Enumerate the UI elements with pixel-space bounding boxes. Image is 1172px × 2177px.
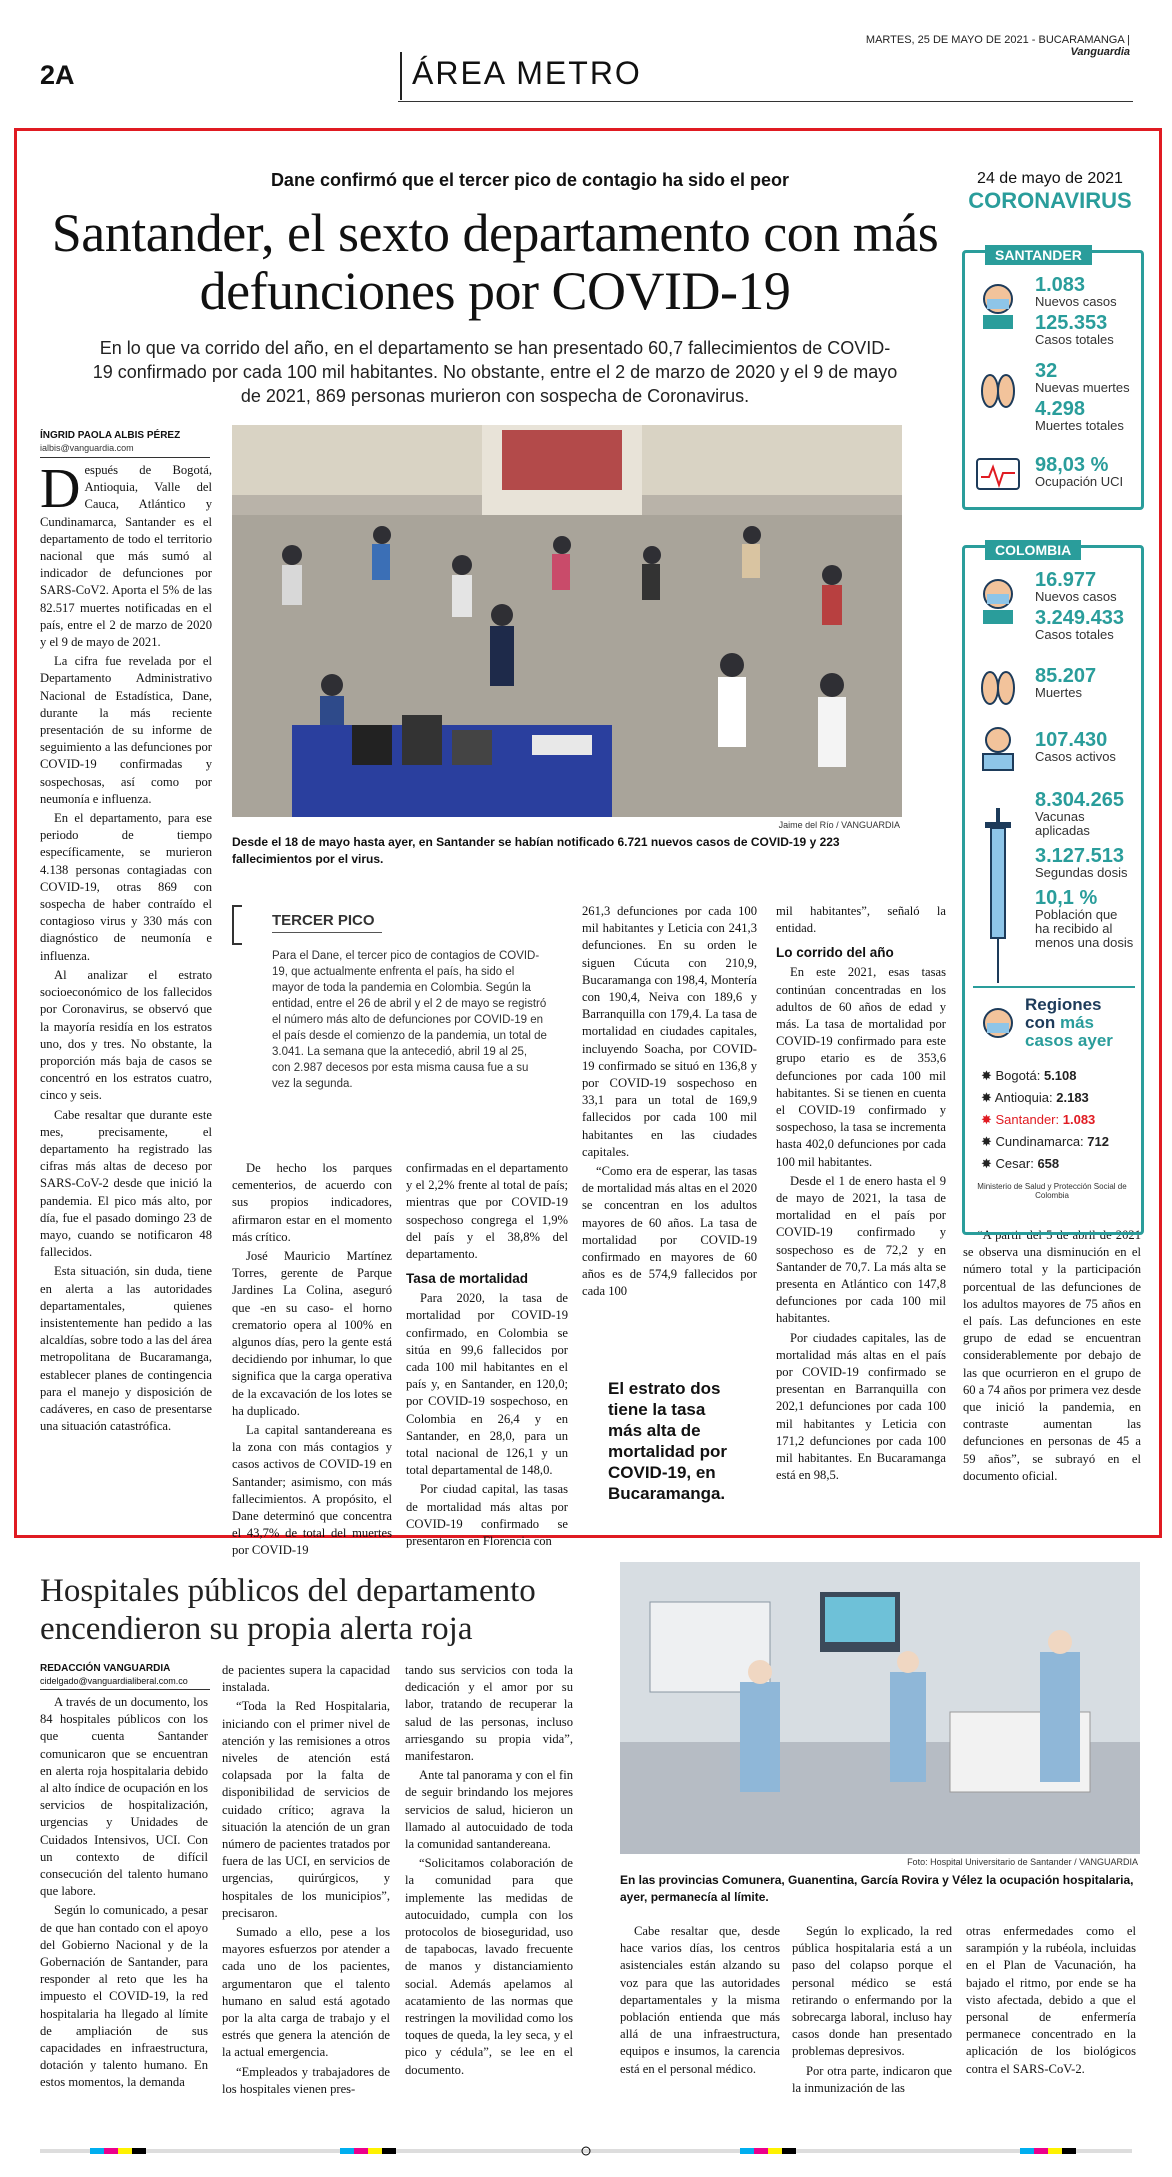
byline: ÍNGRID PAOLA ALBIS PÉREZ (40, 430, 181, 441)
infographic-title: CORONAVIRUS (968, 188, 1132, 213)
coronavirus-infographic (950, 170, 1150, 214)
column-4: 261,3 defunciones por cada 100 mil habitantes y Leticia con 241,3 defunciones. En su orden le siguen Cúcuta con 210,9, Bucaramanga con 198,4, Montería con 190,4, Neiva con 189,6 y Barranquilla con 179,4. La tasa de mortalidad en ciudades capitales, incluyendo Soacha, por COVID-19 confirmado se situó en 136,8 y por COVID-19 sospechoso en 33,1 para un total de 169,9 fallecidos por cada 100 mil habitantes en las ciudades capitales. “Como era de esperar, las tasas de mortalidad más altas en el 2020 se concentran en los adultos mayores de 60 años. La tasa de mortalidad por COVID-19 confirmado en mayores de 60 años es de 574,9 fallecidos por cada 100 (582, 904, 757, 1299)
pull-quote: El estrato dos tiene la tasa más alta de mortalidad por COVID-19, en Bucaramanga. (608, 1379, 728, 1503)
photo-caption: Desde el 18 de mayo hasta ayer, en Santander se habían notificado 6.721 nuevos casos de COVID-19 y 223 fallecimientos por el virus. (232, 835, 840, 866)
colombia-tag: COLOMBIA (985, 540, 1081, 560)
section-divider (400, 52, 402, 100)
stat-colombia-population: 10,1 % Población que ha recibido al menos una dosis (1035, 887, 1134, 950)
tercer-pico-bracket (232, 905, 242, 945)
region-bogota: ✸ Bogotá: 5.108 (981, 1068, 1077, 1083)
stat-santander-total-cases: 125.353 Casos totales (1035, 312, 1114, 347)
region-cundinamarca: ✸ Cundinamarca: 712 (981, 1134, 1109, 1149)
stat-santander-new-cases: 1.083 Nuevos casos (1035, 274, 1117, 309)
regiones-title: Regiones con más casos ayer (1025, 995, 1113, 1050)
stat-santander-new-deaths: 32 Nuevas muertes (1035, 360, 1130, 395)
second-column-1: A través de un documento, los 84 hospitales públicos con los que cuenta Santander comunicaron que se encuentran en alerta roja hospitalaria debido al alto índice de ocupación en los servicios de hospitalización, urgencias y Unidades de Cuidados Intensivos, UCI. Con un contexto de difícil consecución del talento humano que labore. Según lo comunicado, a pesar de que han contado con el apoyo del Gobierno Nacional y de la Gobernación de Santander, para responder al reto que les ha impuesto el COVID-19, la red hospitalaria ha llegado al límite de ampliación de sus capacidades en infraestructura, dotación y talento humano. En estos momentos, la demanda (40, 1695, 208, 2090)
tercer-pico-title: TERCER PICO (272, 912, 375, 929)
byline-email: ialbis@vanguardia.com (40, 443, 210, 458)
tercer-pico-body: Para el Dane, el tercer pico de contagios de COVID-19, que actualmente enfrenta el país, ha sido el mayor de toda la pandemia en Colombia. Según la entidad, entre el 26 de abril y el 2 de mayo se registró el número más alto de defunciones por COVID-19 en el país desde el comienzo de la pandemia, un total de 3.041. La semana que la antecedió, abril 19 al 25, con 2.987 decesos por esta misma causa fue a su vez la segunda. (272, 950, 547, 1090)
column-1: Después de Bogotá, Antioquia, Valle del Cauca, Atlántico y Cundinamarca, Santander es el departamento de todo el territorio nacional que más sumó al indicador de defunciones por SARS-CoV2. Aporta el 5% de las 82.517 muertes notificadas en el país, entre el 2 de marzo de 2020 y el 9 de mayo de 2021. La cifra fue revelada por el Departamento Administrativo Nacional de Estadística, Dane, durante la más reciente presentación de su informe de seguimiento a las defunciones por COVID-19 confirmadas y sospechosas, así como por neumonía e influenza. En el departamento, para ese periodo de tiempo específicamente, se murieron 4.138 personas contagiadas con COVID-19, otras 869 con sospecha de haber contraído el contagioso virus y 330 más con diagnóstico de neumonía e influenza. Al analizar el estrato socioeconómico de los fallecidos por Coronavirus, se observó que la mayoría residía en los estratos uno, dos y tres. No obstante, la proporción más baja de casos se concentró en los estratos cuatro, cinco y seis. Cabe resaltar que durante este mes, precisamente, el departamento ha registrado las cifras más altas de deceso por SARS-CoV-2 desde que inició la pandemia. El pico más alto, por día, fue el pasado domingo 23 de mayo, cuando se notificaron 48 fallecidos. Esta situación, sin duda, tiene en alerta a las autoridades departamentales, quienes insistentemente han pedido a las alcaldías, sobre todo a las del área metropolitana de Bucaramanga, establecer planes de contingencia para el manejo y disposición de cadáveres, en caso de presentarse una situación catastrófica. (40, 458, 212, 1434)
print-color-bar (40, 2146, 1132, 2156)
second-column-2: de pacientes supera la capacidad instalada. “Toda la Red Hospitalaria, iniciando con el primer nivel de atención y las remisiones a otros niveles de atención está colapsada por la falta de disponibilidad de servicios de cuidado crítico; agrava la situación la atención de un gran número de pacientes tratados por fuera de las UCI, en servicios de urgencias, quirúrgicos, y hospitales de los municipios”, precisaron. Sumado a ello, pese a los mayores esfuerzos por atender a cada uno de los pacientes, argumentaron que el talento humano en salud está agotado por la alta carga de trabajo y el estrés que genera la atención de la actual emergencia. “Empleados y trabajadores de los hospitales vienen pres- (222, 1663, 390, 2096)
kicker: Dane confirmó que el tercer pico de contagio ha sido el peor (270, 170, 790, 190)
santander-panel (962, 247, 1144, 510)
masked-person-icon (973, 1003, 1023, 1053)
column-3: confirmadas en el departamento y el 2,2% frente al total de país; mientras que por COVID-19 sospechoso congrega el 1,9% del país y el 38,8% del departamento. Tasa de mortalidad Para 2020, la tasa de mortalidad por COVID-19 confirmado, en Colombia se sitúa en 99,6 fallecidos por cada 100 mil habitantes en el país y, en Santander, en 120,0; por COVID-19 sospechoso, en Colombia en 26,4 y en Santander, en 28,0, para un total nacional de 126,1 y un total departamental de 148,0. Por ciudad capital, las tasas de mortalidad más altas por COVID-19 confirmado se presentaron en Florencia con (406, 1161, 568, 1549)
drop-cap: D (40, 458, 81, 520)
stat-colombia-new-cases: 16.977 Nuevos casos (1035, 569, 1117, 604)
tercer-pico-rule (272, 932, 382, 933)
infographic-date: 24 de mayo de 2021 (977, 170, 1123, 187)
region-antioquia: ✸ Antioquia: 2.183 (981, 1090, 1089, 1105)
second-email: cidelgado@vanguardialiberal.com.co (40, 1676, 210, 1690)
column-2: De hecho los parques cementerios, de acuerdo con sus propios indicadores, afirmaron estar en el momento más crítico. José Mauricio Martínez Torres, gerente de Parque Jardines La Colina, aseguró que -en su caso- el horno crematorio opera al 100% en algunos días, pero la gente está decidiendo por inhumar, lo que significa que la carga operativa de la excavación de los lotes se ha duplicado. La capital santandereana es la zona con más contagios y casos activos de COVID-19 en Santander; asimismo, con más fallecimientos. A propósito, el Dane determinó que concentra el 43,7% de total del muertes por COVID-19 (232, 1161, 392, 1558)
patient-icon (973, 722, 1023, 772)
stat-colombia-vaccines: 8.304.265 Vacunas aplicadas (1035, 789, 1124, 838)
page-number: 2A (40, 60, 75, 90)
region-santander: ✸ Santander: 1.083 (981, 1112, 1096, 1127)
stat-santander-total-deaths: 4.298 Muertes totales (1035, 398, 1124, 433)
second-column-3: tando sus servicios con toda la dedicación y el amor por su labor, tratando de recuperar la salud de las personas, incluso arriesgando su propia vida”, manifestaron. Ante tal panorama y con el fin de seguir brindando los mejores servicios de salud, hicieron un llamado al autocuidado de toda la comunidad santandereana. “Solicitamos colaboración de la comunidad para que implemente las medidas de autocuidado, cumpla con los protocolos de bioseguridad, uso de tapabocas, lavado frecuente de manos y distanciamiento social. Además apelamos al acatamiento de las normas que restringen la movilidad como los toques de queda, la ley seca, y el pico y cédula”, se lee en el documento. (405, 1663, 573, 2077)
second-column-5: Según lo explicado, la red pública hospitalaria está a un paso del colapso porque el personal médico se está retirando o enfermando por la sobrecarga laboral, incluso hay casos donde han presentado problemas depresivos. Por otra parte, indicaron que la inmunización de las (792, 1924, 952, 2095)
column-6: “A partir del 5 de abril de 2021 se observa una disminución en el número total y la participación porcentual de las defunciones de los adultos mayores de 75 años en el país. Las defunciones en este grupo de edad se encuentran considerablemente por debajo de las que ocurrieron en el grupo de 60 a 74 años por primera vez desde que inició la pandemia, en contraste aumentan las defunciones en personas de 45 a 59 años”, se subrayó en el documento oficial. (963, 1228, 1141, 1483)
dek: En lo que va corrido del año, en el departamento se han presentado 60,7 fallecimientos de COVID-19 confirmado por cada 100 mil habitantes. No obstante, entre el 2 de marzo de 2020 y el 9 de mayo de 2021, 869 personas murieron con sospecha de Coronavirus. (92, 338, 898, 406)
stat-colombia-total-cases: 3.249.433 Casos totales (1035, 607, 1124, 642)
infographic-source: Ministerio de Salud y Protección Social de Colombia (977, 1182, 1127, 1200)
header-rule (398, 101, 1133, 102)
heart-monitor-icon (973, 449, 1023, 499)
feet-tag-icon (973, 363, 1023, 413)
photo-credit: Jaime del Río / VANGUARDIA (778, 820, 900, 830)
second-photo-caption: En las provincias Comunera, Guanentina, García Rovira y Vélez la ocupación hospitalaria, ayer, permanecía al límite. (620, 1873, 1134, 1904)
feet-tag-icon (973, 660, 1023, 710)
sick-person-icon (973, 279, 1023, 329)
stat-colombia-deaths: 85.207 Muertes (1035, 665, 1097, 700)
stat-santander-icu: 98,03 % Ocupación UCI (1035, 454, 1124, 489)
second-column-6: otras enfermedades como el sarampión y la rubéola, incluidas en el Plan de Vacunación, ha bajado el ritmo, por ende se ha visto afectada, debido a que el personal de enfermería permanece concentrado en la aplicación de los biológicos contra el SARS-CoV-2. (966, 1924, 1136, 2076)
region-cesar: ✸ Cesar: 658 (981, 1156, 1060, 1171)
vaccination-photo (232, 425, 902, 817)
dateline: MARTES, 25 DE MAYO DE 2021 - BUCARAMANGA | Vanguardia (865, 34, 1130, 58)
stat-colombia-active: 107.430 Casos activos (1035, 729, 1116, 764)
sick-person-icon (973, 574, 1023, 624)
section-title: ÁREA METRO (412, 55, 642, 91)
hospital-photo (620, 1562, 1140, 1854)
second-column-4: Cabe resaltar que, desde hace varios días, los centros asistenciales están alzando su voz para que las autoridades departamentales y la misma población entienda que más allá de una infraestructura, equipos e insumos, la carencia está en el personal médico. (620, 1924, 780, 2076)
headline: Santander, el sexto departamento con más defunciones por COVID-19 (51, 203, 939, 321)
panel-divider (973, 986, 1135, 988)
colombia-panel (962, 542, 1144, 1235)
second-byline: REDACCIÓN VANGUARDIA (40, 1663, 171, 1674)
syringe-icon (973, 808, 1023, 988)
column-5: mil habitantes”, señaló la entidad. Lo corrido del año En este 2021, esas tasas continúan concentradas en los adultos de 60 años de edad y más. La tasa de mortalidad por COVID-19 confirmado para este grupo etario es de 353,6 defunciones por cada 100 mil habitantes. Si se tienen en cuenta el COVID-19 confirmado y sospechoso, la tasa se incrementa hasta 402,0 defunciones por cada 100 mil habitantes. Desde el 1 de enero hasta el 9 de mayo de 2021, la tasa de mortalidad en el país por COVID-19 confirmado y sospechoso es de 72,2 y en Santander de 70,7. La más alta se presenta en Atlántico con 147,8 defunciones por cada 100 mil habitantes. Por ciudades capitales, las de mortalidad más altas en el país por COVID-19 confirmado se presentan en Barranquilla con 202,1 defunciones por cada 100 mil habitantes y Leticia con 171,2 defunciones por cada 100 mil habitantes. En Bucaramanga está en 98,5. (776, 904, 946, 1483)
santander-tag: SANTANDER (985, 245, 1092, 265)
second-photo-credit: Foto: Hospital Universitario de Santander / VANGUARDIA (907, 1857, 1138, 1867)
second-headline: Hospitales públicos del departamento encendieron su propia alerta roja (40, 1573, 536, 1647)
stat-colombia-second-doses: 3.127.513 Segundas dosis (1035, 845, 1128, 880)
